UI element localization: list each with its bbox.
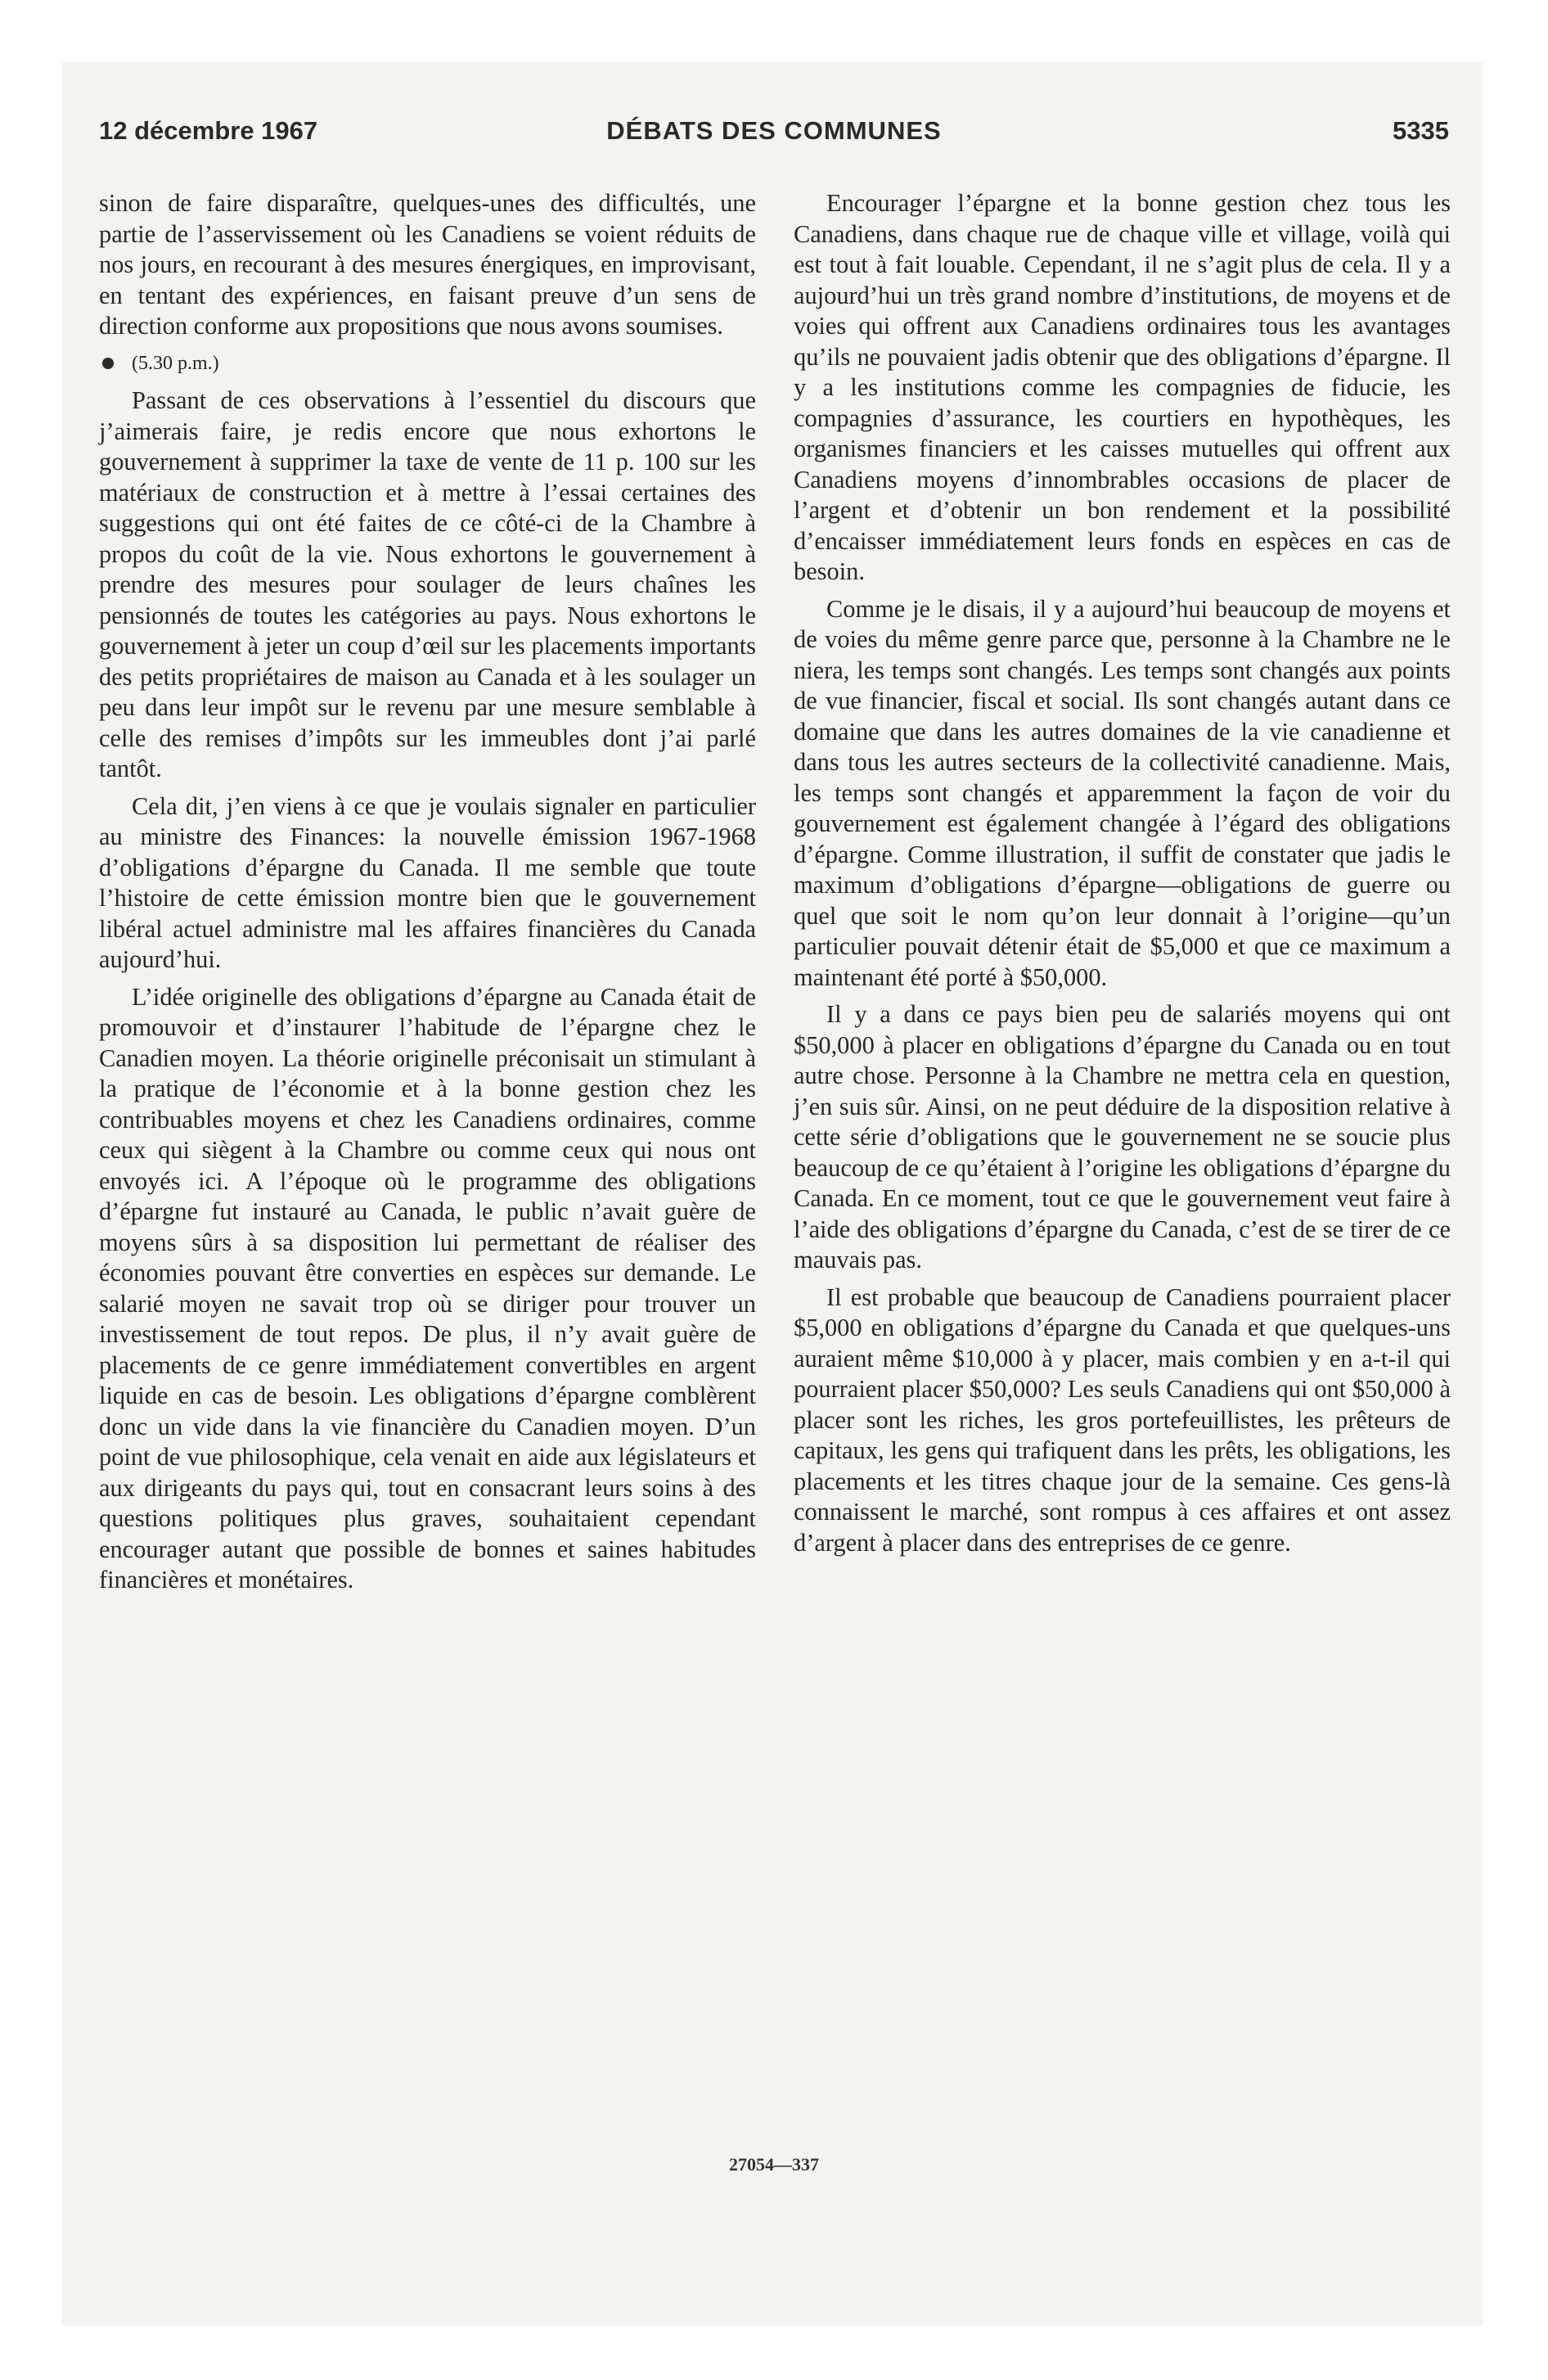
time-marker	[99, 349, 756, 380]
paragraph: L’idée originelle des obligations d’épargne au Canada était de promouvoir et d’instaurer l’habitude de l’épargne chez le Canadien moyen. La théorie originelle préconisait un stimulant à la pratique de l’économie et à la bonne gestion chez les contribuables moyens et chez les Canadiens ordinaires, comme ceux qui siègent à la Chambre ou comme ceux qui nous ont envoyés ici. A l’époque où le programme des obligations d’épargne fut instauré au Canada, le public n’avait guère de moyens sûrs à sa disposition lui permettant de réaliser des économies pouvant être converties en espèces sur demande. Le salarié moyen ne savait trop où se diriger pour trouver un investissement de tout repos. De plus, il n’y avait guère de placements de ce genre immédiatement convertibles en argent liquide en cas de besoin. Les obligations d’épargne comblèrent donc un vide dans la vie financière du Canadien moyen. D’un point de vue philosophique, cela venait en aide aux législateurs et aux dirigeants du pays qui, tout en consacrant leurs soins à des questions politiques plus graves, souhaitaient cependant encourager autant que possible de bonnes et saines habitudes financières et monétaires.	[99, 982, 756, 1593]
page-number: 5335	[1393, 116, 1449, 145]
right-column	[794, 188, 1451, 1565]
header-date: 12 décembre 1967	[99, 116, 318, 145]
bullet-icon	[102, 358, 114, 369]
header-title: DÉBATS DES COMMUNES	[606, 116, 942, 145]
time-label: (5.30 p.m.)	[132, 352, 219, 374]
page-header	[99, 116, 1449, 159]
page-footer-code: 27054—337	[729, 2154, 819, 2175]
paragraph: Il est probable que beaucoup de Canadiens pourraient placer $5,000 en obligations d’épargne du Canada et que quelques-uns auraient même $10,000 à y placer, mais combien y en a-t-il qui pourraient placer $50,000? Les seuls Canadiens qui ont $50,000 à placer sont les riches, les gros portefeuillistes, les prêteurs de capitaux, les gens qui trafiquent dans les prêts, les obligations, les placements et les titres chaque jour de la semaine. Ces gens-là connaissent le marché, sont rompus à ces affaires et ont assez d’argent à placer dans des entreprises de ce genre.	[794, 1282, 1451, 1557]
paragraph: Passant de ces observations à l’essentiel du discours que j’aimerais faire, je redis encore que nous exhortons le gouvernement à supprimer la taxe de vente de 11 p. 100 sur les matériaux de construction et à mettre à l’essai certaines des suggestions qui ont été faites de ce côté-ci de la Chambre à propos du coût de la vie. Nous exhortons le gouvernement à prendre des mesures pour soulager de leurs chaînes les pensionnés de toutes les catégories au pays. Nous exhortons le gouvernement à jeter un coup d’œil sur les placements importants des petits propriétaires de maison au Canada et à les soulager un peu dans leur impôt sur le revenu par une mesure semblable à celle des remises d’impôts sur les immeubles dont j’ai parlé tantôt.	[99, 386, 756, 782]
paragraph: Cela dit, j’en viens à ce que je voulais signaler en particulier au ministre des Finances: la nouvelle émission 1967-1968 d’obligations d’épargne du Canada. Il me semble que toute l’histoire de cette émission montre bien que le gouvernement libéral actuel administre mal les affaires financières du Canada aujourd’hui.	[99, 791, 756, 973]
paragraph: Encourager l’épargne et la bonne gestion chez tous les Canadiens, dans chaque rue de chaque ville et village, voilà qui est tout à fait louable. Cependant, il ne s’agit plus de cela. Il y a aujourd’hui un très grand nombre d’institutions, de moyens et de voies qui offrent aux Canadiens ordinaires tous les avantages qu’ils ne pouvaient jadis obtenir que des obligations d’épargne. Il y a les institutions comme les compagnies de fiducie, les compagnies d’assurance, les courtiers en hypothèques, les organismes financiers et les caisses mutuelles qui offrent aux Canadiens moyens d’innombrables occasions de placer de l’argent et d’obtenir un bon rendement et la possibilité d’encaisser immédiatement leurs fonds en espèces en cas de besoin.	[794, 189, 1451, 585]
paragraph: sinon de faire disparaître, quelques-unes des difficultés, une partie de l’asservissement où les Canadiens se voient réduits de nos jours, en recourant à des mesures énergiques, en improvisant, en tentant des expériences, en faisant preuve d’un sens de direction conforme aux propositions que nous avons soumises.	[99, 189, 756, 340]
left-column	[99, 188, 756, 1602]
paragraph: Comme je le disais, il y a aujourd’hui beaucoup de moyens et de voies du même genre parce que, personne à la Chambre ne le niera, les temps sont changés. Les temps sont changés aux points de vue financier, fiscal et social. Ils sont changés autant dans ce domaine que dans les autres domaines de la vie canadienne et dans tous les autres secteurs de la collectivité canadienne. Mais, les temps sont changés et apparemment la façon de voir du gouvernement est également changée à l’égard des obligations d’épargne. Comme illustration, il suffit de constater que jadis le maximum d’obligations d’épargne—obligations de guerre ou quel que soit le nom qu’on leur donnait à l’origine—qu’un particulier pouvait détenir était de $5,000 et que ce maximum a maintenant été porté à $50,000.	[794, 594, 1451, 991]
paragraph: Il y a dans ce pays bien peu de salariés moyens qui ont $50,000 à placer en obligations d’épargne du Canada ou en tout autre chose. Personne à la Chambre ne mettra cela en question, j’en suis sûr. Ainsi, on ne peut déduire de la disposition relative à cette série d’obligations que le gouvernement ne se soucie plus beaucoup de ce qu’étaient à l’origine les obligations d’épargne du Canada. En ce moment, tout ce que le gouvernement veut faire à l’aide des obligations d’épargne du Canada, c’est de se tirer de ce mauvais pas.	[794, 1000, 1451, 1273]
